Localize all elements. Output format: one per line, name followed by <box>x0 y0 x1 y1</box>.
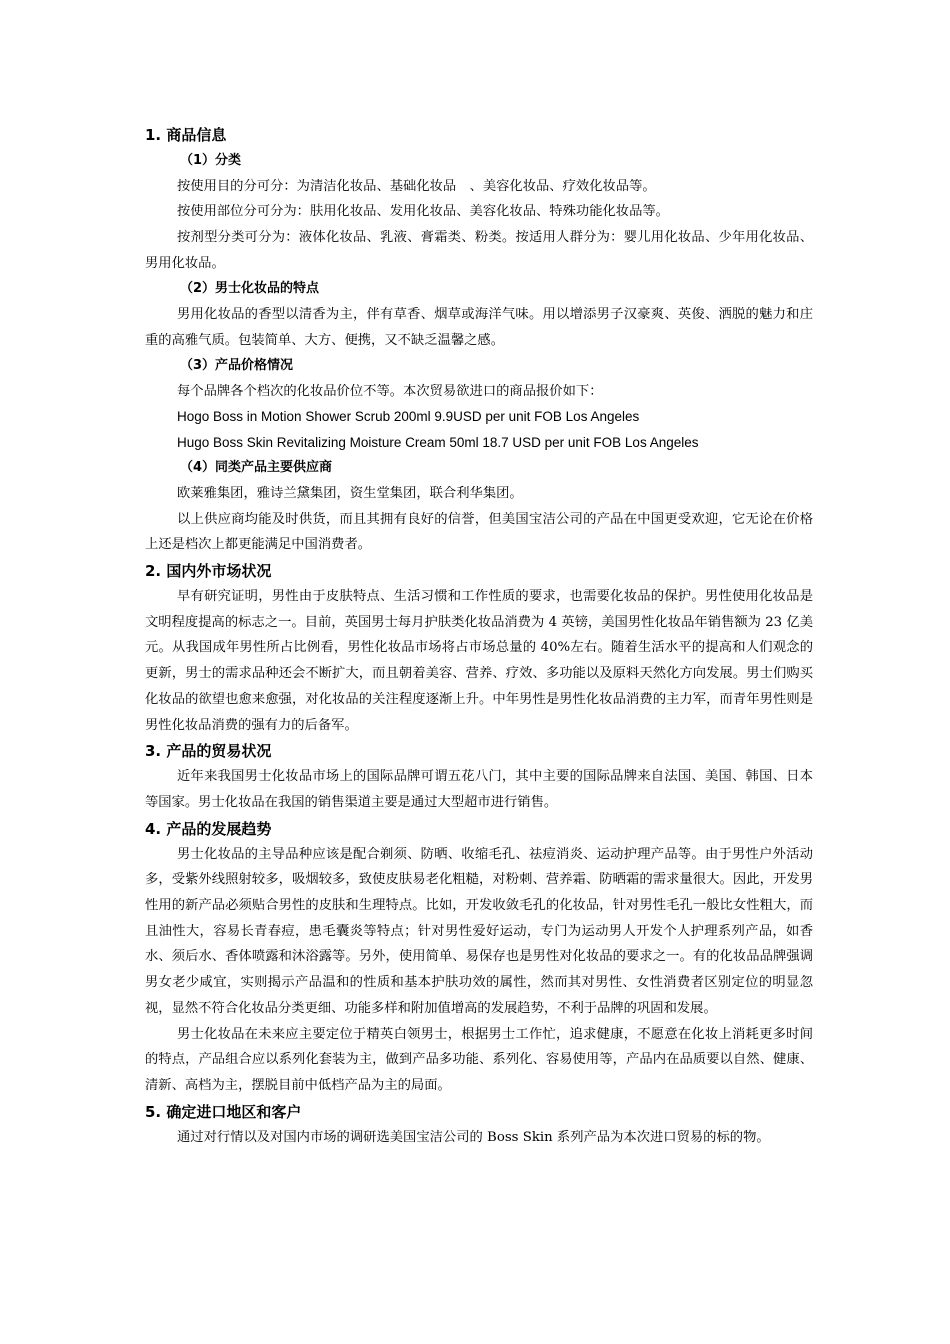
paragraph-future-positioning: 男士化妆品在未来应主要定位于精英白领男士，根据男士工作忙，追求健康，不愿意在化妆上消耗更多时间的特点，产品组合应以系列化套装为主，做到产品多功能、系列化、容易使用等，产品内在品质要以自然、健康、清新、高档为主，摆脱目前中低档产品为主的局面。 <box>145 1026 813 1093</box>
paragraph-trade-status: 近年来我国男士化妆品市场上的国际品牌可谓五花八门，其中主要的国际品牌来自法国、美国、韩国、日本等国家。男士化妆品在我国的销售渠道主要是通过大型超市进行销售。 <box>145 769 813 810</box>
section-4-heading: 4. 产品的发展趋势 <box>145 819 272 838</box>
paragraph-suppliers-note: 以上供应商均能及时供货，而且其拥有良好的信誉，但美国宝洁公司的产品在中国更受欢迎，它无论在价格上还是档次上都更能满足中国消费者。 <box>145 511 813 553</box>
section-3-heading: 3. 产品的贸易状况 <box>145 742 272 761</box>
paragraph-import-target: 通过对行情以及对国内市场的调研选美国宝洁公司的 Boss Skin 系列产品为本次进口贸易的标的物。 <box>177 1129 770 1145</box>
paragraph-classification-body-part: 按使用部位分可分为：肤用化妆品、发用化妆品、美容化妆品、特殊功能化妆品等。 <box>177 204 669 220</box>
paragraph-market-status: 早有研究证明，男性由于皮肤特点、生活习惯和工作性质的要求，也需要化妆品的保护。男性使用化妆品是文明程度提高的标志之一。目前，英国男士每月护肤类化妆品消费为 4 英镑，美国男性化妆品年销售额为 23 亿美元。从我国成年男性所占比例看，男性化妆品市场将占市场总量的 40%左右。随着生活水平的提高和人们观念的更新，男士的需求品种还会不断扩大，而且朝着美容、营养、疗效、多功能以及原料天然化方向发展。男士们购买化妆品的欲望也愈来愈强，对化妆品的关注程度逐渐上升。中年男性是男性化妆品消费的主力军，而青年男性则是男性化妆品消费的强有力的后备军。 <box>145 589 813 733</box>
paragraph-classification-form: 按剂型分类可分为：液体化妆品、乳液、膏霜类、粉类。按适用人群分为：婴儿用化妆品、少年用化妆品、男用化妆品。 <box>145 229 813 271</box>
paragraph-suppliers: 欧莱雅集团，雅诗兰黛集团，资生堂集团，联合利华集团。 <box>177 485 523 501</box>
section-1-heading: 1. 商品信息 <box>145 126 227 144</box>
paragraph-price-intro: 每个品牌各个档次的化妆品价位不等。本次贸易欲进口的商品报价如下： <box>177 383 603 399</box>
subsection-1-4-heading: （4）同类产品主要供应商 <box>180 460 333 476</box>
section-2-heading: 2. 国内外市场状况 <box>145 562 272 581</box>
subsection-1-3-heading: （3）产品价格情况 <box>180 358 294 374</box>
section-5-heading: 5. 确定进口地区和客户 <box>145 1102 302 1121</box>
price-line-moisture-cream: Hugo Boss Skin Revitalizing Moisture Cream 50ml 18.7 USD per unit FOB Los Angeles <box>177 434 699 450</box>
paragraph-mens-features: 男用化妆品的香型以清香为主，伴有草香、烟草或海洋气味。用以增添男子汉豪爽、英俊、洒脱的魅力和庄重的高雅气质。包装简单、大方、便携，又不缺乏温馨之感。 <box>145 306 813 348</box>
price-line-shower-scrub: Hogo Boss in Motion Shower Scrub 200ml 9.9USD per unit FOB Los Angeles <box>177 409 640 425</box>
document-page <box>145 122 813 1150</box>
paragraph-classification-purpose: 按使用目的分可分：为清洁化妆品、基础化妆品 、美容化妆品、疗效化妆品等。 <box>177 178 656 194</box>
subsection-1-1-heading: （1）分类 <box>180 153 242 168</box>
paragraph-development-trend: 男士化妆品的主导品种应该是配合剃须、防晒、收缩毛孔、祛痘消炎、运动护理产品等。由于男性户外活动多，受紫外线照射较多，吸烟较多，致使皮肤易老化粗糙，对粉刺、营养霜、防晒霜的需求量很大。因此，开发男性用的新产品必须贴合男性的皮肤和生理特点。比如，开发收敛毛孔的化妆品，针对男性毛孔一般比女性粗大，而且油性大，容易长青春痘，患毛囊炎等特点；针对男性爱好运动，专门为运动男人开发个人护理系列产品，如香水、须后水、香体喷露和沐浴露等。另外，使用简单、易保存也是男性对化妆品的要求之一。有的化妆品品牌强调男女老少咸宜，实则揭示产品温和的性质和基本护肤功效的属性，然而其对男性、女性消费者区别定位的明显忽视，显然不符合化妆品分类更细、功能多样和附加值增高的发展趋势，不利于品牌的巩固和发展。 <box>145 846 813 1016</box>
subsection-1-2-heading: （2）男士化妆品的特点 <box>180 281 320 297</box>
